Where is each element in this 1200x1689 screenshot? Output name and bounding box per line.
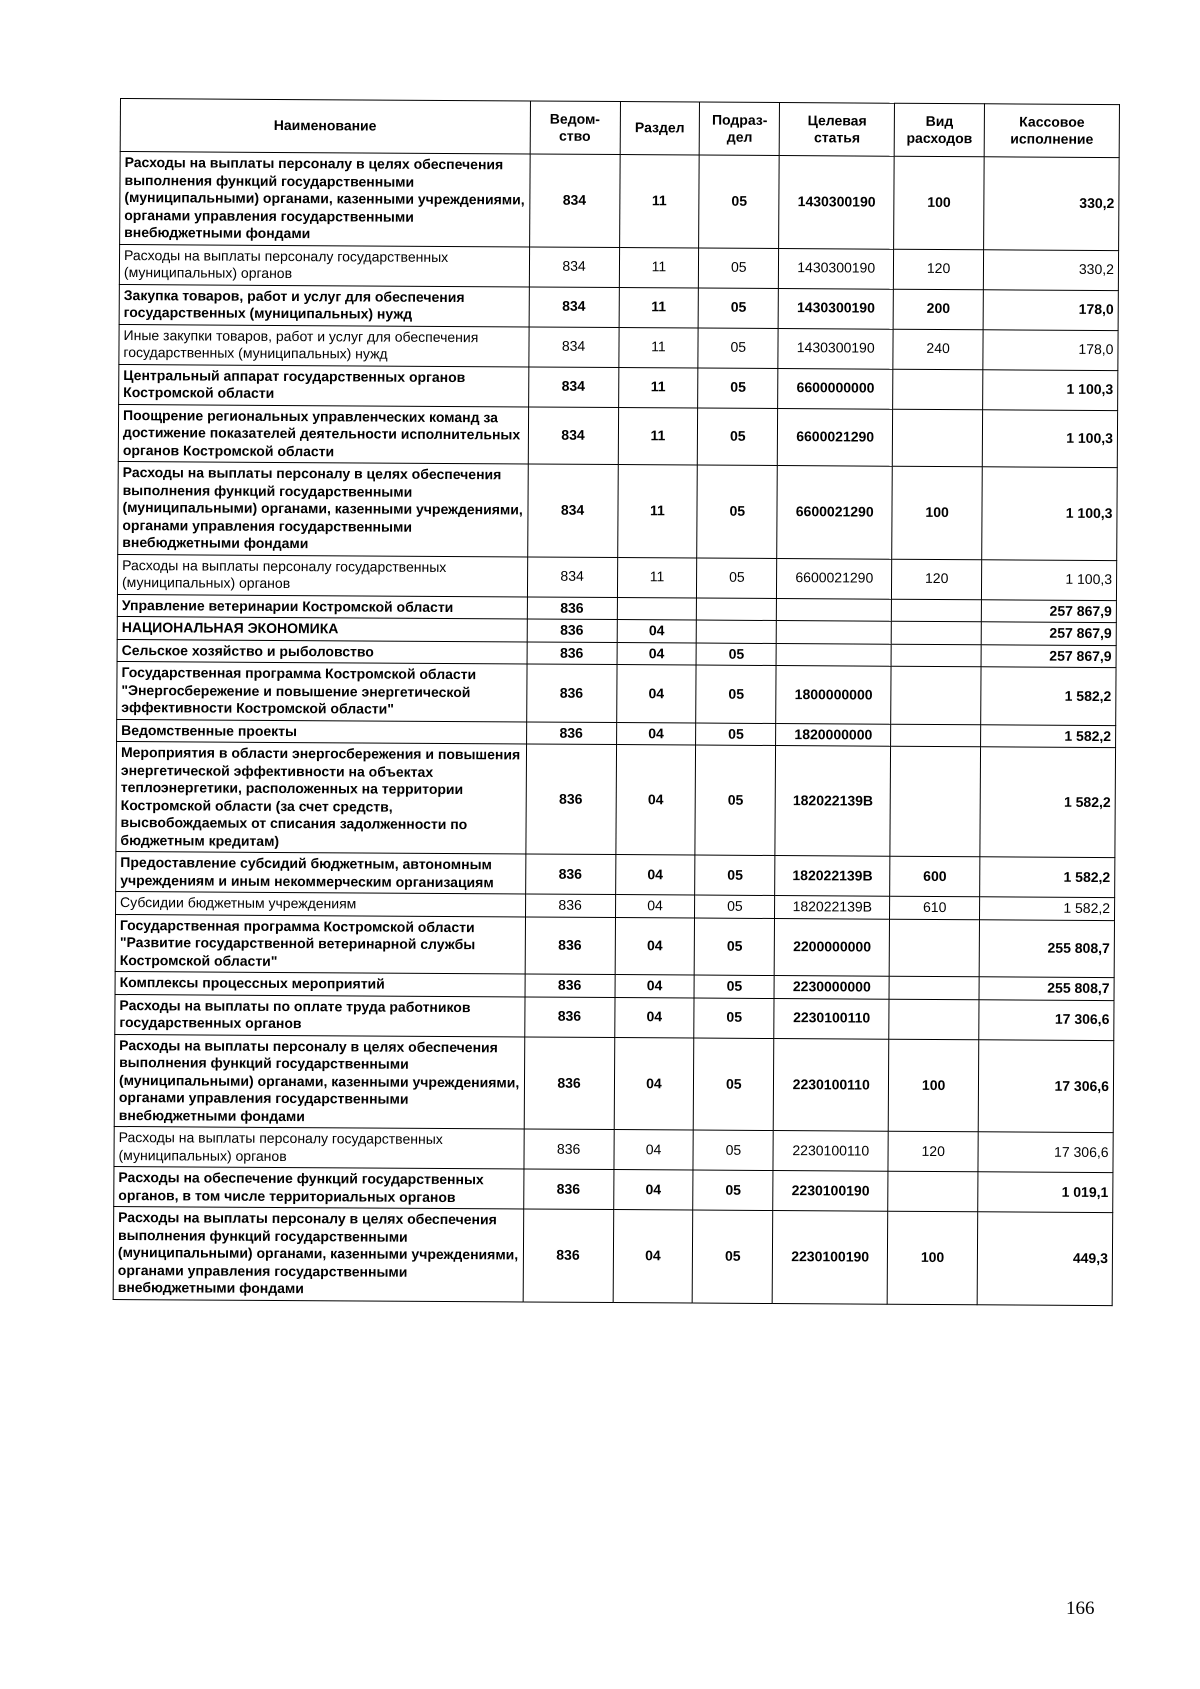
- cell-razdel: 04: [614, 1037, 694, 1130]
- cell-razdel: 04: [614, 997, 694, 1037]
- cell-vedomstvo: 834: [529, 247, 619, 288]
- cell-name: Иные закупки товаров, работ и услуг для обеспечения государственных (муниципальных) нужд: [119, 324, 529, 367]
- cell-vid-rashodov: [889, 976, 979, 999]
- cell-celevaya-statya: 6600021290: [777, 466, 892, 559]
- cell-vedomstvo: 836: [525, 916, 615, 974]
- cell-name: Поощрение региональных управленческих команд за достижение показателей деятельности исполнительных органов Костромской области: [118, 404, 528, 464]
- cell-name: Расходы на выплаты персоналу государственных (муниципальных) органов: [119, 244, 529, 287]
- cell-kassovoe-ispolnenie: 17 306,6: [979, 999, 1114, 1040]
- cell-name: Расходы на выплаты по оплате труда работников государственных органов: [115, 994, 525, 1037]
- cell-podrazdel: 05: [698, 328, 778, 368]
- table-row: [120, 152, 1120, 251]
- cell-vedomstvo: 836: [527, 596, 617, 619]
- cell-name: Центральный аппарат государственных органов Костромской области: [119, 364, 529, 407]
- cell-podrazdel: 05: [698, 408, 778, 466]
- table-row: [115, 914, 1114, 978]
- cell-podrazdel: 05: [695, 745, 776, 855]
- table-body: [113, 152, 1119, 1306]
- cell-kassovoe-ispolnenie: 255 808,7: [979, 919, 1114, 977]
- cell-vid-rashodov: [889, 919, 979, 977]
- cell-razdel: 04: [617, 642, 697, 665]
- cell-kassovoe-ispolnenie: 178,0: [983, 289, 1118, 330]
- cell-kassovoe-ispolnenie: 257 867,9: [981, 599, 1116, 622]
- cell-name: Расходы на выплаты персоналу государственных (муниципальных) органов: [117, 554, 527, 597]
- cell-kassovoe-ispolnenie: 449,3: [977, 1212, 1112, 1305]
- cell-razdel: 11: [618, 327, 698, 367]
- cell-vedomstvo: 834: [529, 154, 619, 247]
- cell-kassovoe-ispolnenie: 257 867,9: [981, 644, 1116, 667]
- cell-name: Закупка товаров, работ и услуг для обеспечения государственных (муниципальных) нужд: [119, 284, 529, 327]
- cell-vedomstvo: 836: [526, 721, 616, 744]
- cell-vedomstvo: 836: [524, 996, 614, 1037]
- table-row: [117, 661, 1116, 725]
- cell-celevaya-statya: 6600000000: [778, 368, 893, 409]
- cell-kassovoe-ispolnenie: 1 582,2: [981, 724, 1116, 747]
- cell-kassovoe-ispolnenie: 1 582,2: [981, 667, 1116, 725]
- cell-kassovoe-ispolnenie: 178,0: [983, 329, 1118, 370]
- cell-celevaya-statya: 1800000000: [776, 666, 891, 724]
- cell-celevaya-statya: 1430300190: [778, 328, 893, 369]
- cell-name: Предоставление субсидий бюджетным, автономным учреждениям и иным некоммерческим организациям: [116, 851, 526, 894]
- cell-podrazdel: 05: [698, 368, 778, 408]
- cell-kassovoe-ispolnenie: 1 100,3: [982, 467, 1117, 560]
- cell-vedomstvo: 836: [525, 744, 616, 855]
- cell-kassovoe-ispolnenie: 17 306,6: [978, 1132, 1113, 1173]
- budget-table-sheet: [113, 98, 1120, 1306]
- cell-name: Расходы на выплаты персоналу государственных (муниципальных) органов: [114, 1126, 524, 1169]
- cell-vedomstvo: 836: [525, 974, 615, 997]
- cell-vid-rashodov: 240: [893, 329, 983, 370]
- cell-vedomstvo: 834: [529, 287, 619, 328]
- cell-vedomstvo: 836: [525, 894, 615, 917]
- cell-podrazdel: [697, 620, 777, 643]
- cell-celevaya-statya: 2230100190: [773, 1171, 888, 1212]
- cell-vedomstvo: 834: [528, 406, 618, 464]
- table-row: [116, 741, 1116, 857]
- cell-kassovoe-ispolnenie: 1 100,3: [982, 559, 1117, 600]
- cell-razdel: 04: [615, 745, 696, 855]
- cell-vid-rashodov: [891, 666, 981, 724]
- table-row: [114, 1166, 1113, 1212]
- cell-podrazdel: 05: [699, 248, 779, 288]
- cell-vid-rashodov: [891, 644, 981, 667]
- table-row: [113, 1206, 1113, 1305]
- table-row: [119, 364, 1118, 410]
- cell-podrazdel: [697, 598, 777, 621]
- cell-razdel: 04: [616, 665, 696, 723]
- cell-vid-rashodov: 610: [890, 896, 980, 919]
- header-kassovoe-ispolnenie: Кассовое исполнение: [984, 104, 1119, 158]
- cell-celevaya-statya: 182022139В: [775, 856, 890, 897]
- cell-razdel: 11: [619, 155, 699, 248]
- header-podrazdel: Подраз- дел: [700, 102, 780, 155]
- table-row: [119, 324, 1118, 370]
- cell-razdel: 04: [617, 620, 697, 643]
- cell-kassovoe-ispolnenie: 1 100,3: [982, 409, 1117, 467]
- cell-name: Управление ветеринарии Костромской области: [117, 594, 527, 619]
- cell-razdel: 11: [617, 557, 697, 597]
- cell-kassovoe-ispolnenie: 1 582,2: [980, 747, 1116, 858]
- cell-podrazdel: 05: [695, 855, 775, 895]
- cell-vedomstvo: 834: [527, 464, 617, 557]
- cell-kassovoe-ispolnenie: 1 100,3: [983, 369, 1118, 410]
- cell-name: Расходы на выплаты персоналу в целях обеспечения выполнения функций государственными (муниципальными) органами, казенными учреждениями, органами управления государственными внебюджетными фондами: [118, 461, 528, 556]
- cell-podrazdel: 05: [693, 1210, 773, 1303]
- cell-podrazdel: 05: [693, 1130, 773, 1170]
- header-name: Наименование: [120, 99, 530, 155]
- cell-celevaya-statya: 1820000000: [776, 723, 891, 746]
- cell-vid-rashodov: 120: [892, 559, 982, 600]
- cell-kassovoe-ispolnenie: 330,2: [983, 249, 1118, 290]
- cell-vid-rashodov: 100: [892, 466, 982, 559]
- cell-podrazdel: 05: [695, 918, 775, 976]
- cell-celevaya-statya: 2230100110: [773, 1131, 888, 1172]
- cell-celevaya-statya: 6600021290: [777, 558, 892, 599]
- cell-kassovoe-ispolnenie: 17 306,6: [978, 1039, 1113, 1132]
- cell-celevaya-statya: [776, 643, 891, 666]
- cell-name: Расходы на выплаты персоналу в целях обеспечения выполнения функций государственными (муниципальными) органами, казенными учреждениями, органами управления государственными внебюджетными фондами: [114, 1034, 524, 1129]
- cell-podrazdel: 05: [697, 465, 777, 558]
- cell-podrazdel: 05: [693, 1170, 773, 1210]
- cell-razdel: 04: [613, 1130, 693, 1170]
- cell-vedomstvo: 834: [528, 367, 618, 408]
- page-number: 166: [1066, 1598, 1095, 1619]
- cell-vid-rashodov: [889, 999, 979, 1040]
- cell-vid-rashodov: [893, 369, 983, 410]
- table-row: [119, 284, 1118, 330]
- cell-name: Комплексы процессных мероприятий: [115, 971, 525, 996]
- cell-podrazdel: 05: [699, 288, 779, 328]
- cell-vedomstvo: 836: [523, 1169, 613, 1210]
- cell-kassovoe-ispolnenie: 330,2: [984, 157, 1119, 250]
- cell-kassovoe-ispolnenie: 1 582,2: [980, 857, 1115, 898]
- cell-vedomstvo: 836: [526, 664, 616, 722]
- cell-kassovoe-ispolnenie: 1 582,2: [980, 897, 1115, 920]
- cell-podrazdel: 05: [695, 895, 775, 918]
- cell-vedomstvo: 836: [527, 619, 617, 642]
- table-row: [118, 404, 1117, 468]
- cell-celevaya-statya: [776, 621, 891, 644]
- cell-razdel: 11: [618, 367, 698, 407]
- cell-razdel: 04: [615, 855, 695, 895]
- cell-vid-rashodov: [892, 599, 982, 622]
- cell-vid-rashodov: 200: [893, 289, 983, 330]
- cell-celevaya-statya: 2230100110: [774, 1038, 889, 1131]
- cell-vedomstvo: 834: [528, 327, 618, 368]
- table-row: [115, 994, 1114, 1040]
- cell-podrazdel: 05: [694, 975, 774, 998]
- header-vedomstvo: Ведом- ство: [530, 101, 620, 155]
- header-vid-rashodov: Вид расходов: [894, 103, 984, 157]
- table-row: [119, 244, 1118, 290]
- cell-vid-rashodov: 120: [894, 249, 984, 290]
- cell-podrazdel: 05: [694, 998, 774, 1038]
- cell-razdel: [617, 597, 697, 620]
- table-row: [114, 1126, 1113, 1172]
- cell-vedomstvo: 836: [523, 1209, 613, 1302]
- cell-vid-rashodov: [891, 621, 981, 644]
- table-row: [118, 461, 1118, 560]
- header-razdel: Раздел: [620, 102, 700, 155]
- cell-vedomstvo: 836: [525, 854, 615, 895]
- budget-execution-table: [113, 98, 1120, 1306]
- cell-podrazdel: 05: [696, 723, 776, 746]
- cell-name: Субсидии бюджетным учреждениям: [116, 891, 526, 916]
- cell-razdel: 04: [616, 722, 696, 745]
- cell-razdel: 04: [613, 1210, 693, 1303]
- cell-name: Сельское хозяйство и рыболовство: [117, 639, 527, 664]
- cell-razdel: 04: [615, 917, 695, 975]
- cell-vedomstvo: 834: [527, 556, 617, 597]
- cell-name: Мероприятия в области энергосбережения и повышения энергетической эффективности на объектах теплоэнергетики, расположенных на территории Костромской области (за счет средств, высвобождаемых от списания задолженности по бюджетным кредитам): [116, 741, 526, 854]
- cell-podrazdel: 05: [697, 558, 777, 598]
- cell-celevaya-statya: 1430300190: [778, 288, 893, 329]
- cell-razdel: 11: [617, 465, 697, 558]
- cell-razdel: 04: [615, 895, 695, 918]
- cell-podrazdel: 05: [696, 643, 776, 666]
- cell-name: Расходы на обеспечение функций государственных органов, в том числе территориальных органов: [114, 1166, 524, 1209]
- cell-name: Государственная программа Костромской области "Развитие государственной ветеринарной службы Костромской области": [115, 914, 525, 974]
- cell-celevaya-statya: 2230100190: [772, 1211, 887, 1304]
- cell-celevaya-statya: 182022139В: [775, 896, 890, 919]
- cell-podrazdel: 05: [696, 665, 776, 723]
- cell-celevaya-statya: 2230100110: [774, 998, 889, 1039]
- cell-razdel: 11: [619, 247, 699, 287]
- cell-podrazdel: 05: [694, 1038, 774, 1131]
- cell-celevaya-statya: 182022139В: [775, 746, 891, 857]
- cell-vedomstvo: 836: [524, 1129, 614, 1170]
- cell-celevaya-statya: 2200000000: [774, 918, 889, 976]
- cell-vid-rashodov: 100: [888, 1039, 978, 1132]
- table-row: [114, 1034, 1114, 1133]
- cell-celevaya-statya: [777, 598, 892, 621]
- cell-podrazdel: 05: [699, 155, 779, 248]
- cell-vid-rashodov: [892, 409, 982, 467]
- cell-vid-rashodov: [890, 746, 981, 857]
- cell-vid-rashodov: 120: [888, 1131, 978, 1172]
- cell-name: Государственная программа Костромской области "Энергосбережение и повышение энергетической эффективности Костромской области": [117, 661, 527, 721]
- cell-celevaya-statya: 1430300190: [779, 156, 894, 249]
- cell-vid-rashodov: 100: [894, 156, 984, 249]
- cell-vedomstvo: 836: [527, 641, 617, 664]
- table-row: [116, 851, 1115, 897]
- header-celevaya-statya: Целевая статья: [779, 103, 894, 157]
- cell-vedomstvo: 836: [524, 1036, 614, 1129]
- cell-razdel: 04: [615, 975, 695, 998]
- cell-name: Расходы на выплаты персоналу в целях обеспечения выполнения функций государственными (муниципальными) органами, казенными учреждениями, органами управления государственными внебюджетными фондами: [120, 152, 530, 247]
- cell-name: Ведомственные проекты: [117, 719, 527, 744]
- cell-celevaya-statya: 2230000000: [774, 976, 889, 999]
- cell-vid-rashodov: [891, 724, 981, 747]
- cell-razdel: 11: [618, 407, 698, 465]
- cell-vid-rashodov: [888, 1171, 978, 1212]
- table-row: [117, 554, 1116, 600]
- cell-vid-rashodov: 100: [887, 1211, 977, 1304]
- cell-razdel: 04: [613, 1170, 693, 1210]
- cell-kassovoe-ispolnenie: 255 808,7: [979, 977, 1114, 1000]
- cell-celevaya-statya: 6600021290: [778, 408, 893, 466]
- cell-kassovoe-ispolnenie: 257 867,9: [981, 622, 1116, 645]
- cell-name: НАЦИОНАЛЬНАЯ ЭКОНОМИКА: [117, 616, 527, 641]
- cell-kassovoe-ispolnenie: 1 019,1: [978, 1172, 1113, 1213]
- cell-vid-rashodov: 600: [890, 856, 980, 897]
- table-header-row: [120, 99, 1119, 158]
- cell-name: Расходы на выплаты персоналу в целях обеспечения выполнения функций государственными (муниципальными) органами, казенными учреждениями, органами управления государственными внебюджетными фондами: [113, 1206, 523, 1301]
- cell-celevaya-statya: 1430300190: [779, 248, 894, 289]
- cell-razdel: 11: [619, 287, 699, 327]
